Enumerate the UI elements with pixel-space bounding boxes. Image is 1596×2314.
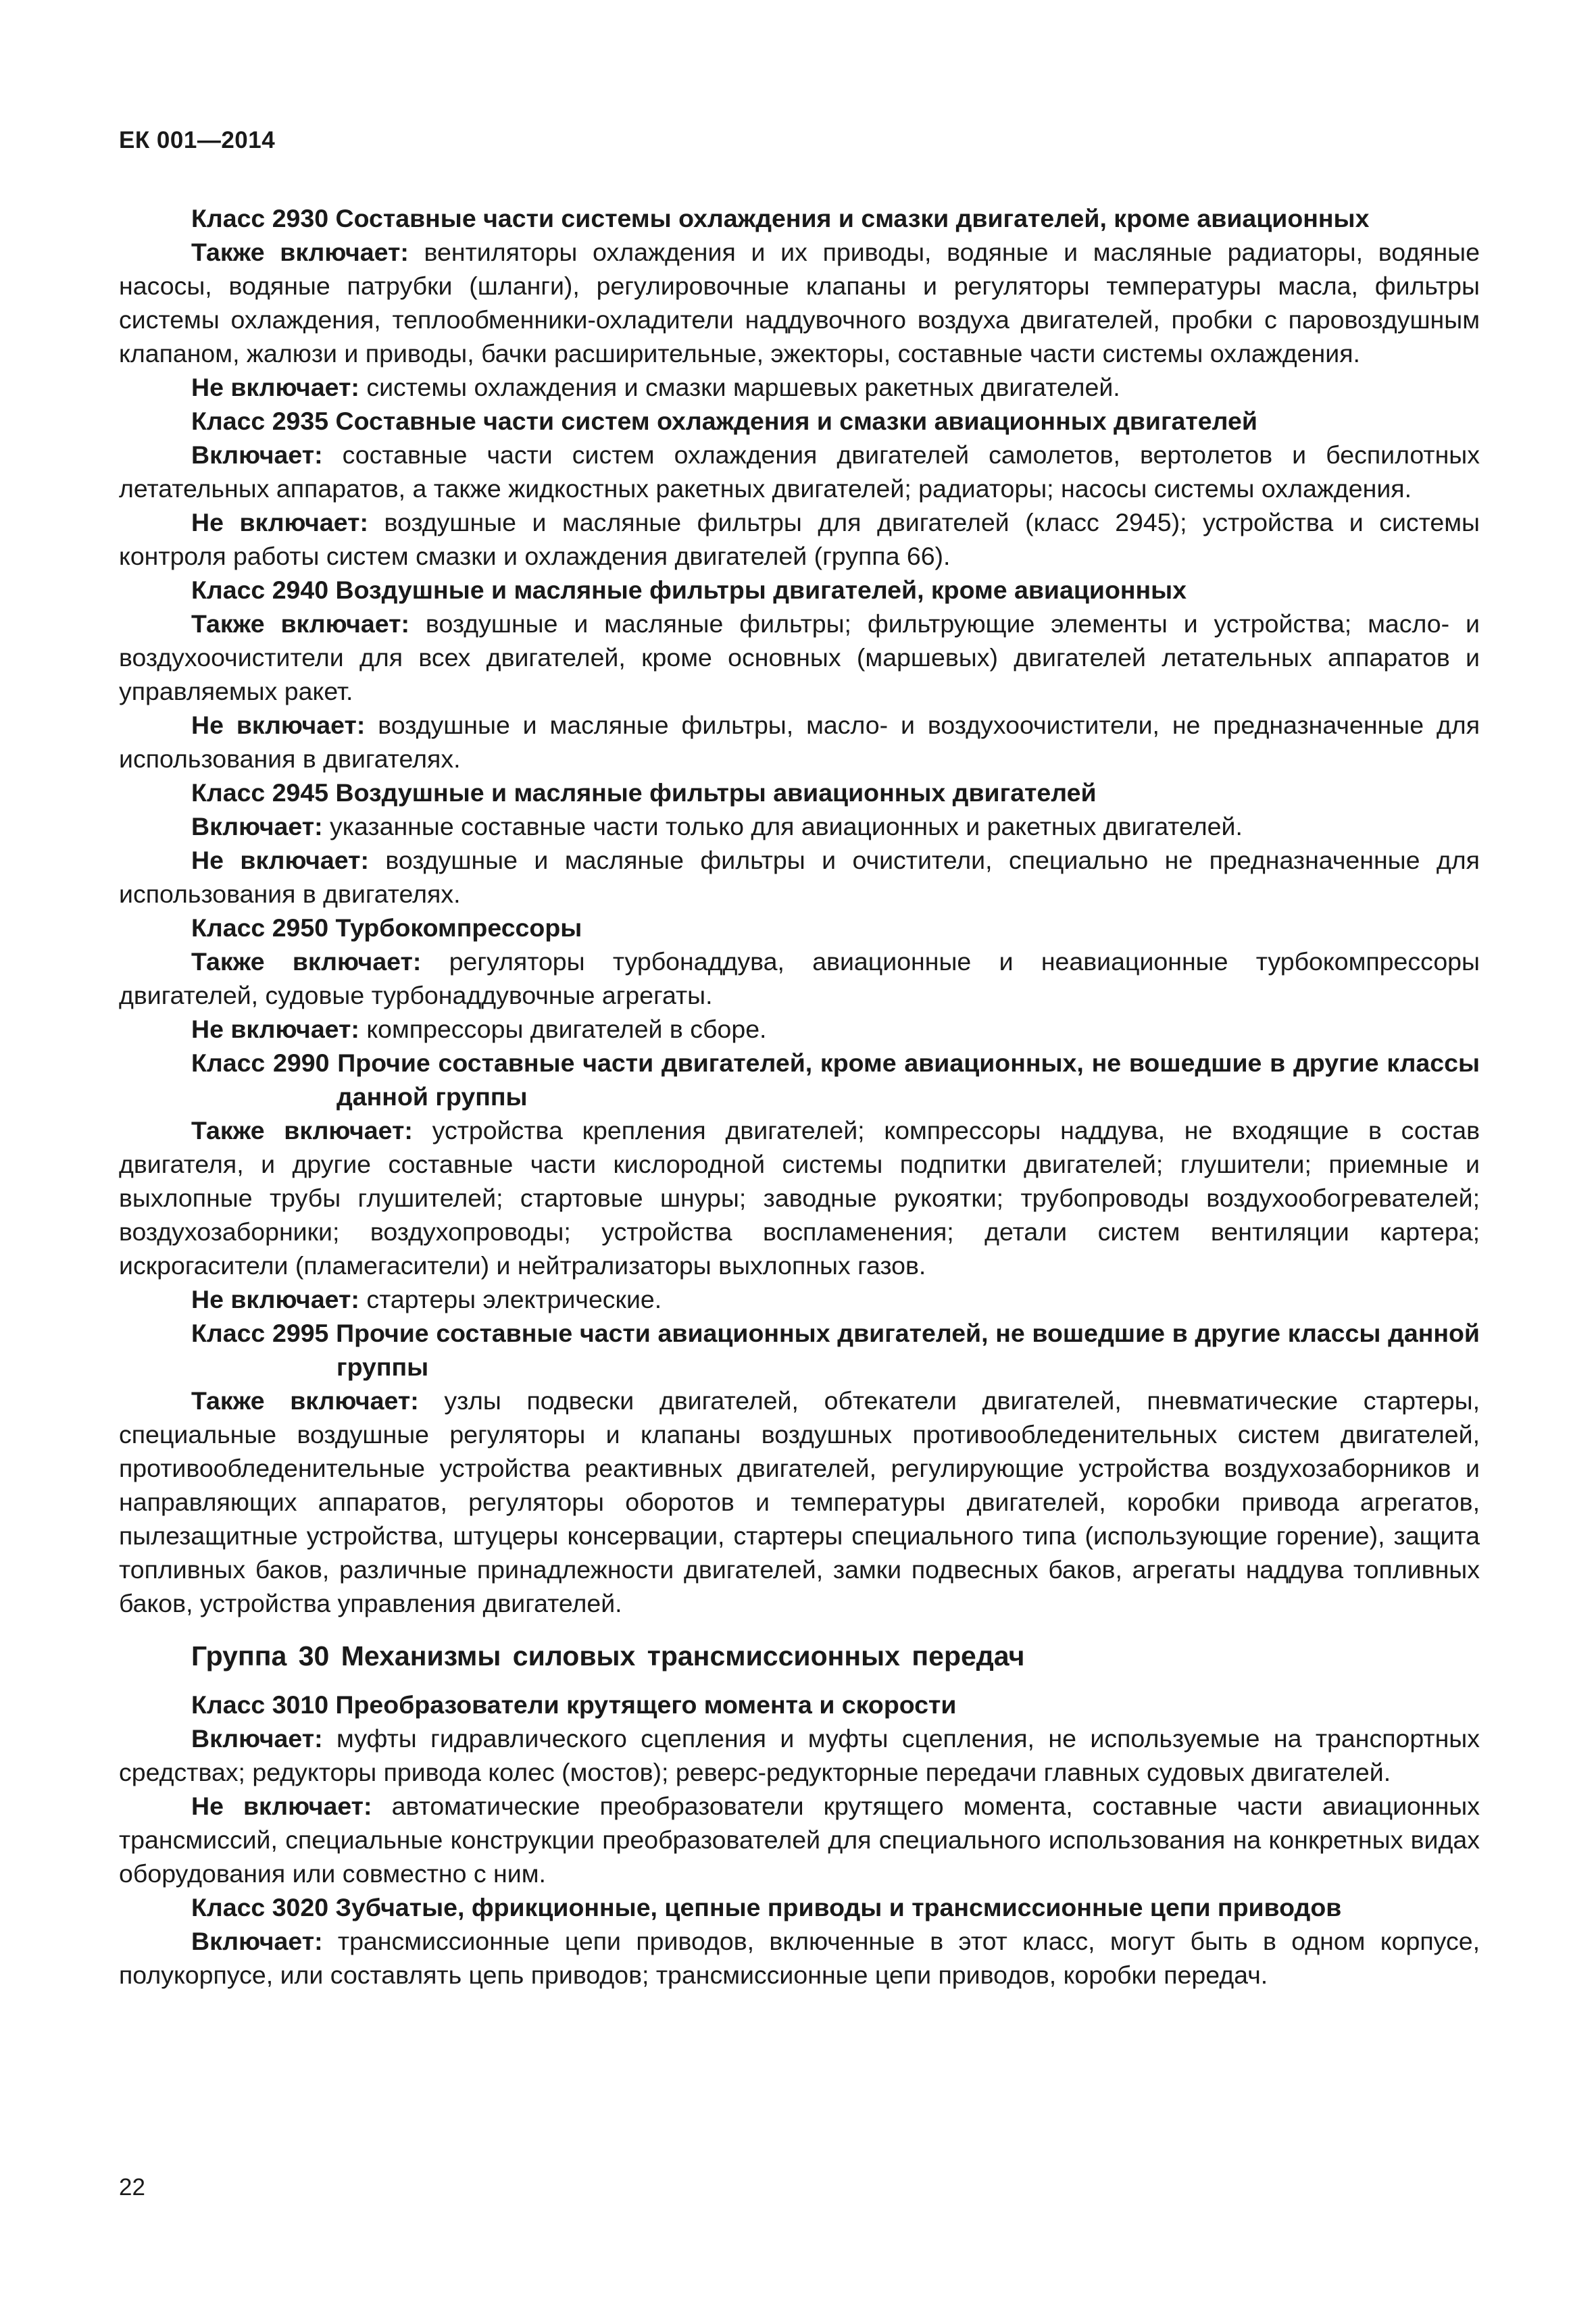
- paragraph-text: автоматические преобразователи крутящего момента, составные части авиационных трансмиссий, специальные конструкции преобразователей для специального использования на конкретных видах оборудования или совместно с ним.: [119, 1792, 1480, 1888]
- paragraph-label: Включает:: [191, 441, 323, 469]
- paragraph-label: Не включает:: [191, 508, 368, 536]
- class-heading: Класс 2935 Составные части систем охлаждения и смазки авиационных двигателей: [191, 407, 1257, 435]
- paragraph-label: Не включает:: [191, 1015, 359, 1043]
- paragraph-text: муфты гидравлического сцепления и муфты сцепления, не используемые на транспортных средствах; редукторы привода колес (мостов); реверс-редукторные передачи главных судовых двигателей.: [119, 1724, 1480, 1786]
- paragraph-text: воздушные и масляные фильтры; фильтрующие элементы и устройства; масло- и воздухоочистители для всех двигателей, кроме основных (маршевых) двигателей летательных аппаратов и управляемых ракет.: [119, 609, 1480, 705]
- class-code: Класс 2990: [191, 1049, 338, 1077]
- class-heading: [119, 1046, 1480, 1113]
- paragraph-text: устройства крепления двигателей; компрессоры наддува, не входящие в состав двигателя, и другие составные части кислородной системы подпитки двигателей; глушители; приемные и выхлопные трубы глушителей; стартовые шнуры; заводные рукоятки; трубопроводы воздухообогревателей; воздухозаборники; воздухопроводы; устройства воспламенения; детали систем вентиляции картера; искрогасители (пламегасители) и нейтрализаторы выхлопных газов.: [119, 1116, 1480, 1280]
- paragraph-text: трансмиссионные цепи приводов, включенные в этот класс, могут быть в одном корпусе, полукорпусе, или составлять цепь приводов; трансмиссионные цепи приводов, коробки передач.: [119, 1927, 1480, 1989]
- paragraph-label: Включает:: [191, 1724, 323, 1753]
- paragraph-label: Не включает:: [191, 1792, 372, 1820]
- paragraph-text: стартеры электрические.: [359, 1285, 662, 1313]
- paragraph: [119, 1789, 1480, 1890]
- paragraph-text: воздушные и масляные фильтры, масло- и воздухоочистители, не предназначенные для использования в двигателях.: [119, 711, 1480, 773]
- document-body: [119, 201, 1480, 1992]
- paragraph: [119, 809, 1480, 843]
- paragraph: [119, 370, 1480, 404]
- paragraph-text: компрессоры двигателей в сборе.: [359, 1015, 767, 1043]
- class-heading: [119, 1316, 1480, 1384]
- paragraph: [119, 1012, 1480, 1046]
- paragraph-label: Не включает:: [191, 1285, 359, 1313]
- paragraph: [119, 235, 1480, 370]
- class-heading: Класс 3020 Зубчатые, фрикционные, цепные приводы и трансмиссионные цепи приводов: [191, 1893, 1342, 1921]
- class-heading: Класс 2945 Воздушные и масляные фильтры авиационных двигателей: [191, 778, 1097, 807]
- paragraph-label: Не включает:: [191, 711, 366, 739]
- paragraph-label: Не включает:: [191, 846, 369, 874]
- paragraph-label: Также включает:: [191, 947, 422, 976]
- paragraph-label: Включает:: [191, 812, 323, 840]
- paragraph: [119, 505, 1480, 573]
- paragraph-label: Также включает:: [191, 238, 409, 266]
- paragraph: [119, 1113, 1480, 1282]
- page-number: 22: [119, 2174, 145, 2200]
- paragraph-label: Также включает:: [191, 609, 410, 638]
- paragraph-label: Включает:: [191, 1927, 323, 1955]
- paragraph-text: системы охлаждения и смазки маршевых ракетных двигателей.: [359, 373, 1120, 401]
- class-heading: Класс 3010 Преобразователи крутящего момента и скорости: [191, 1690, 957, 1719]
- paragraph: [119, 1721, 1480, 1789]
- paragraph-text: вентиляторы охлаждения и их приводы, водяные и масляные радиаторы, водяные насосы, водяные патрубки (шланги), регулировочные клапаны и регуляторы температуры масла, фильтры системы охлаждения, теплообменники-охладители наддувочного воздуха двигателей, пробки с паровоздушным клапаном, жалюзи и приводы, бачки расширительные, эжекторы, составные части системы охлаждения.: [119, 238, 1480, 368]
- paragraph-text: воздушные и масляные фильтры для двигателей (класс 2945); устройства и системы контроля работы систем смазки и охлаждения двигателей (группа 66).: [119, 508, 1480, 570]
- paragraph: [119, 1384, 1480, 1620]
- paragraph: [119, 1282, 1480, 1316]
- paragraph: [119, 607, 1480, 708]
- class-title: Прочие составные части двигателей, кроме авиационных, не вошедшие в другие классы данной группы: [336, 1049, 1480, 1111]
- paragraph-text: воздушные и масляные фильтры и очистители, специально не предназначенные для использования в двигателях.: [119, 846, 1480, 908]
- paragraph-text: указанные составные части только для авиационных и ракетных двигателей.: [322, 812, 1243, 840]
- group-heading: Группа 30 Механизмы силовых трансмиссионных передач: [191, 1640, 1025, 1671]
- paragraph-label: Не включает:: [191, 373, 359, 401]
- paragraph-label: Также включает:: [191, 1116, 413, 1145]
- paragraph: [119, 843, 1480, 911]
- class-heading: Класс 2940 Воздушные и масляные фильтры двигателей, кроме авиационных: [191, 576, 1187, 604]
- document-header: ЕК 001—2014: [119, 127, 276, 153]
- paragraph-label: Также включает:: [191, 1386, 419, 1415]
- class-code: Класс 2995: [191, 1319, 336, 1347]
- paragraph-text: узлы подвески двигателей, обтекатели двигателей, пневматические стартеры, специальные воздушные регуляторы и клапаны воздушных противообледенительных систем двигателей, противообледенительные устройства реактивных двигателей, регулирующие устройства воздухозаборников и направляющих аппаратов, регуляторы оборотов и температуры двигателей, коробки привода агрегатов, пылезащитные устройства, штуцеры консервации, стартеры специального типа (использующие горение), защита топливных баков, различные принадлежности двигателей, замки подвесных баков, агрегаты наддува топливных баков, устройства управления двигателей.: [119, 1386, 1480, 1617]
- paragraph-text: составные части систем охлаждения двигателей самолетов, вертолетов и беспилотных летательных аппаратов, а также жидкостных ракетных двигателей; радиаторы; насосы системы охлаждения.: [119, 441, 1480, 503]
- class-heading: Класс 2930 Составные части системы охлаждения и смазки двигателей, кроме авиационных: [191, 204, 1370, 232]
- paragraph: [119, 438, 1480, 505]
- paragraph-text: регуляторы турбонаддува, авиационные и неавиационные турбокомпрессоры двигателей, судовые турбонаддувочные агрегаты.: [119, 947, 1480, 1009]
- paragraph: [119, 1924, 1480, 1992]
- class-heading: Класс 2950 Турбокомпрессоры: [191, 913, 582, 942]
- paragraph: [119, 945, 1480, 1012]
- class-title: Прочие составные части авиационных двигателей, не вошедшие в другие классы данной группы: [336, 1319, 1480, 1381]
- paragraph: [119, 708, 1480, 776]
